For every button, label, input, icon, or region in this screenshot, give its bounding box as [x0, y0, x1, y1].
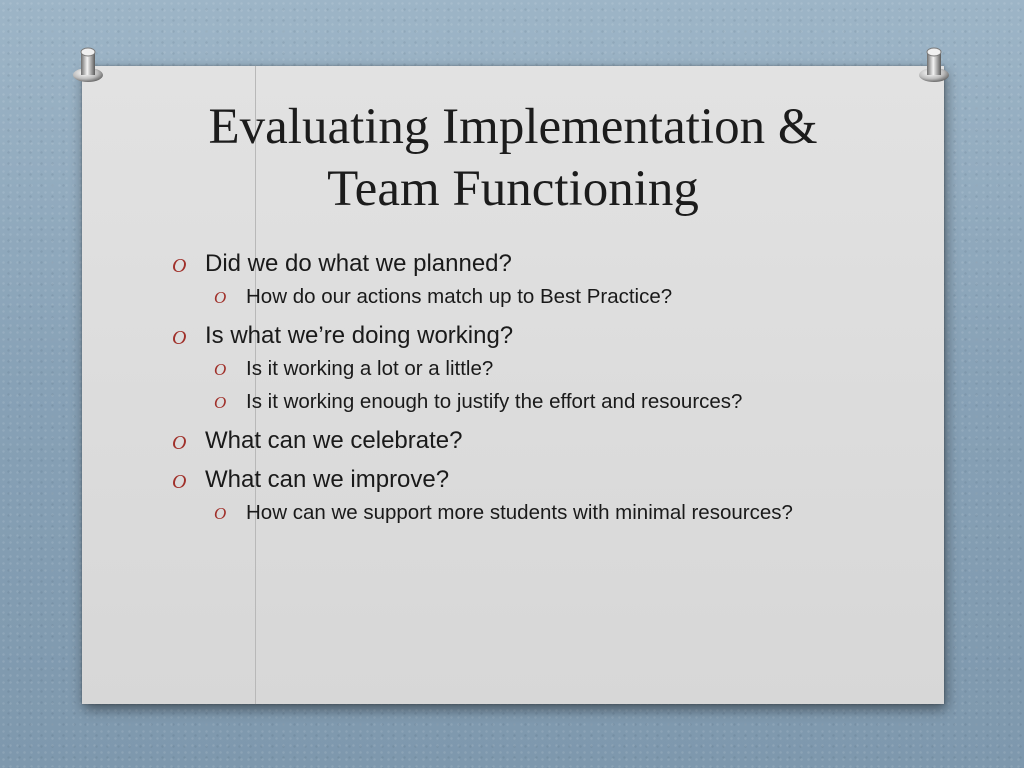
slide-title-line: Evaluating Implementation & [208, 99, 818, 155]
bullet-marker-icon: O [172, 255, 187, 277]
pushpin-icon [68, 40, 108, 84]
bullet-text: How can we support more students with minimal resources? [246, 501, 793, 524]
bullet-marker-icon: O [214, 288, 227, 307]
bullet-item [168, 321, 868, 351]
sub-bullet-item [168, 354, 868, 384]
bullet-text: Is it working enough to justify the effort and resources? [246, 390, 743, 413]
bullet-item [168, 426, 868, 456]
sub-bullet-item [168, 282, 868, 312]
bullet-marker-icon: O [172, 432, 187, 454]
bullet-text: What can we celebrate? [205, 427, 463, 454]
sub-bullet-item [168, 387, 868, 417]
bullet-text: Is it working a lot or a little? [246, 357, 494, 380]
sub-bullet-item [168, 498, 868, 528]
slide-title [82, 96, 944, 220]
bullet-item [168, 249, 868, 279]
bullet-marker-icon: O [172, 327, 187, 349]
bullet-marker-icon: O [214, 504, 227, 523]
bullet-text: Did we do what we planned? [205, 250, 512, 277]
bullet-text: How do our actions match up to Best Practice? [246, 285, 673, 308]
bullet-item [168, 465, 868, 495]
bullet-text: What can we improve? [205, 466, 450, 493]
slide-title-line: Team Functioning [327, 161, 699, 217]
bullet-marker-icon: O [172, 471, 187, 493]
bullet-marker-icon: O [214, 360, 227, 379]
bullet-marker-icon: O [214, 393, 227, 412]
bullet-text: Is what we’re doing working? [205, 322, 514, 349]
pushpin-icon [914, 40, 954, 84]
bullet-list [168, 240, 868, 528]
